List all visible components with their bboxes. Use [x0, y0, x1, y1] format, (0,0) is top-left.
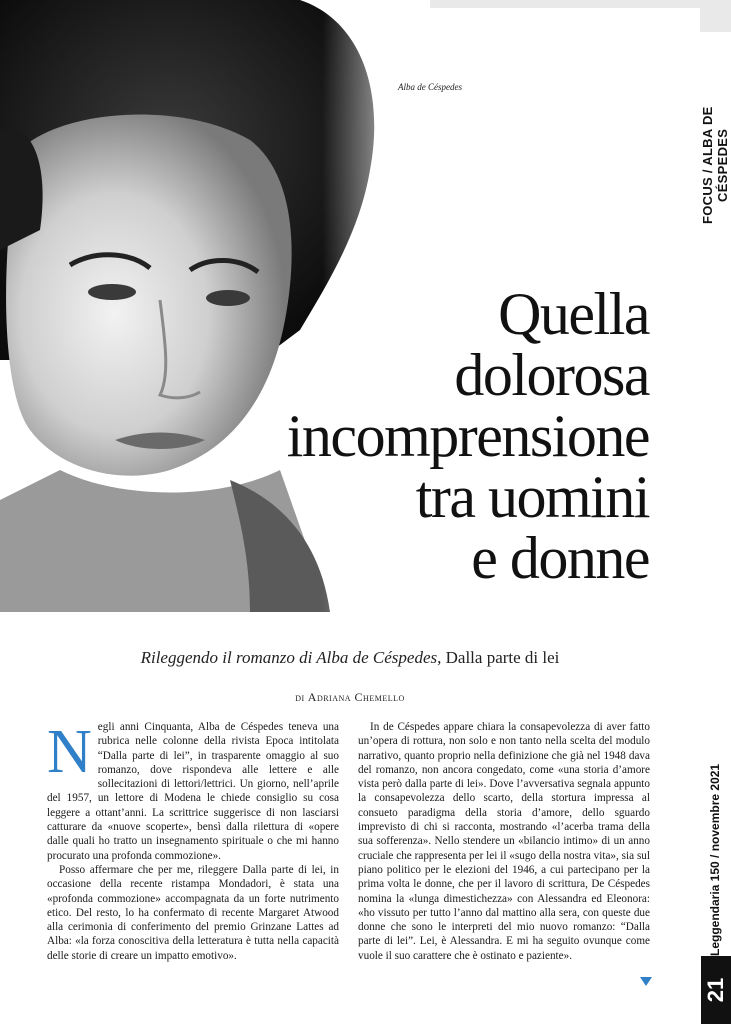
section-label: FOCUS / ALBA DE CÉSPEDES [700, 106, 730, 224]
page-number: 21 [702, 977, 728, 1003]
title-line: dolorosa [454, 342, 649, 408]
paragraph [47, 863, 339, 963]
paragraph-text: Posso affermare che per me, rileggere Dalla parte di lei, in occasione della recente ristampa Mondadori, è stata una «profonda commozione» accompagnata da un forte nutrimento etico. Del resto, lo ha confermato di recente Margaret Atwood alla cerimonia di conferimento del premio Grinzane Lattes ad Alba: «la forza conoscitiva della letteratura è tutta nella capacità delle storie di creare un impatto emotivo». [47, 863, 339, 962]
byline-prefix: di [295, 690, 305, 704]
title-line: incomprensione [286, 403, 649, 469]
article-title [179, 281, 649, 591]
page-number-box [701, 956, 731, 1024]
dropcap: N [47, 718, 92, 786]
column-left [47, 720, 339, 963]
paragraph-text: egli anni Cinquanta, Alba de Céspedes teneva una rubrica nelle colonne della rivista Epoca intitolata “Dalla parte di lei”, in trasparente omaggio al suo romanzo, dove rispondeva alle lettere e alle sollecitazioni di lettori/lettrici. Un giorno, nell’aprile del 1957, un lettore di Modena le chiede consiglio su cosa leggere a ottant’anni. La scrittrice suggerisce di non lasciarsi catturare da «nuove scoperte», bensì dalla rilettura di «opere dalle quali ho tratto un insegnamento spirituale o che mi hanno procurato una profonda commozione». [47, 721, 339, 862]
sidebar-top-block [700, 0, 731, 32]
byline [60, 690, 640, 705]
photo-caption: Alba de Céspedes [398, 82, 462, 92]
paragraph [47, 720, 339, 863]
byline-author: Adriana Chemello [307, 690, 405, 704]
issue-label: Leggendaria 150 / novembre 2021 [708, 763, 722, 957]
continue-arrow-icon [640, 977, 652, 986]
title-line: e donne [471, 525, 649, 591]
article-subtitle [60, 648, 640, 668]
title-line: Quella [498, 281, 649, 347]
subtitle-italic: Rileggendo il romanzo di Alba de Céspedes, [140, 648, 442, 667]
paragraph-text: In de Céspedes appare chiara la consapevolezza di aver fatto un’opera di rottura, non solo e non tanto nella scelta del modulo narrativo, quanto proprio nella definizione che già nel 1948 dava del romanzo, non ancora congedato, come «una storia d’amore vista però dalla parte di lei». Dove l’avversativa segnala appunto la consapevolezza dello scarto, della stortura impressa al consueto paradigma della storia d’amore, dello sguardo imprevisto di chi si racconta, mostrando «l’acerba trama della sua sofferenza». Nello stendere un «bilancio intimo» di un anno cruciale che rappresenta per lei il «sugo della nostra vita», sia sul piano politico per le elezioni del 1946, a cui partecipano per la prima volta le donne, che per il lavoro di scrittura, De Céspedes nomina la «lunga dimestichezza» con Alessandra ed Eleonora: «ho vissuto per tutto l’anno dal mattino alla sera, con queste due donne che sono le interpreti del mio nuovo romanzo: “Dalla parte di lei”. Lei, è Alessandra. E mi ha seguito ovunque come vuole il suo carattere che è ostinato e paziente». [358, 721, 650, 962]
paragraph [358, 720, 650, 963]
column-right [358, 720, 650, 963]
title-line: tra uomini [415, 464, 649, 530]
subtitle-book-title: Dalla parte di lei [445, 648, 560, 667]
